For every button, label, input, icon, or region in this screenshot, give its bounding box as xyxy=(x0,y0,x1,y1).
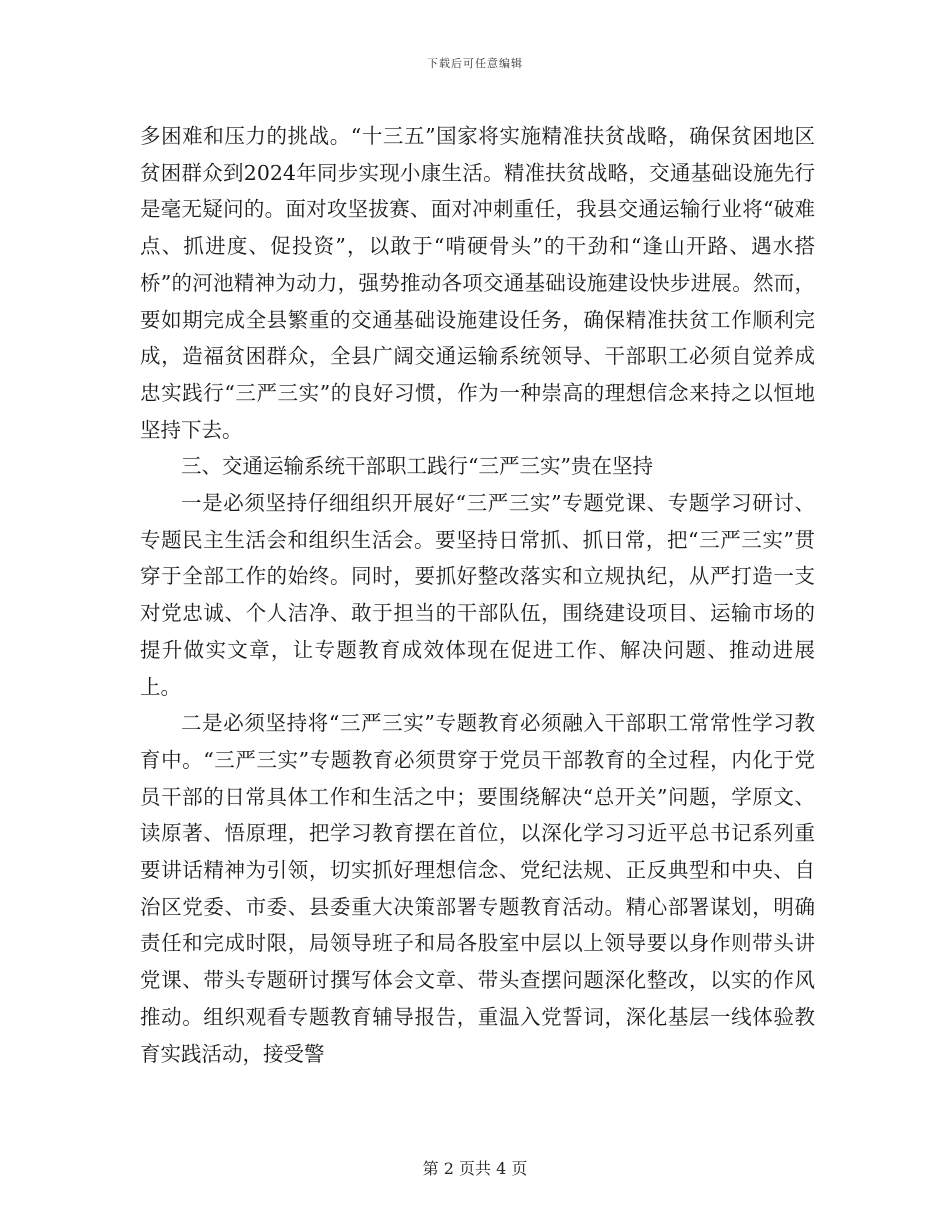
page-header-note: 下载后可任意编辑 xyxy=(427,57,523,70)
section-heading: 三、交通运输系统干部职工践行“三严三实”贵在坚持 xyxy=(181,454,653,479)
body-paragraph: 二是必须坚持将“三严三实”专题教育必须融入干部职工常常性学习教育中。“三严三实”专题教育必须贯穿于党员干部教育的全过程，内化于党员干部的日常具体工作和生活之中；要围绕解决“总开关”问题，学原文、读原著、悟原理，把学习教育摆在首位，以深化学习习近平总书记系列重要讲话精神为引领，切实抓好理想信念、党纪法规、正反典型和中央、自治区党委、市委、县委重大决策部署专题教育活动。精心部署谋划，明确责任和完成时限，局领导班子和局各股室中层以上领导要以身作则带头讲党课、带头专题研讨撰写体会文章、带头查摆问题深化整改，以实的作风推动。组织观看专题教育辅导报告，重温入党誓词，深化基层一线体验教育实践活动，接受警 xyxy=(140,711,815,1066)
body-paragraph: 多困难和压力的挑战。“十三五”国家将实施精准扶贫战略，确保贫困地区贫困群众到2024年同步实现小康生活。精准扶贫战略，交通基础设施先行是毫无疑问的。面对攻坚拔赛、面对冲刺重任，我县交通运输行业将“破难点、抓进度、促投资”，以敢于“啃硬骨头”的干劲和“逢山开路、遇水搭桥”的河池精神为动力，强势推动各项交通基础设施建设快步进展。然而，要如期完成全县繁重的交通基础设施建设任务，确保精准扶贫工作顺利完成，造福贫困群众，全县广阔交通运输系统领导、干部职工必须自觉养成忠实践行“三严三实”的良好习惯，作为一种崇高的理想信念来持之以恒地坚持下去。 xyxy=(140,124,815,442)
document-body xyxy=(140,118,815,1072)
body-paragraph: 一是必须坚持仔细组织开展好“三严三实”专题党课、专题学习研讨、专题民主生活会和组织生活会。要坚持日常抓、抓日常，把“三严三实”贯穿于全部工作的始终。同时，要抓好整改落实和立规执纪，从严打造一支对党忠诚、个人洁净、敢于担当的干部队伍，围绕建设项目、运输市场的提升做实文章，让专题教育成效体现在促进工作、解决问题、推动进展上。 xyxy=(140,491,815,699)
page-number: 第 2 页共 4 页 xyxy=(422,1159,528,1178)
